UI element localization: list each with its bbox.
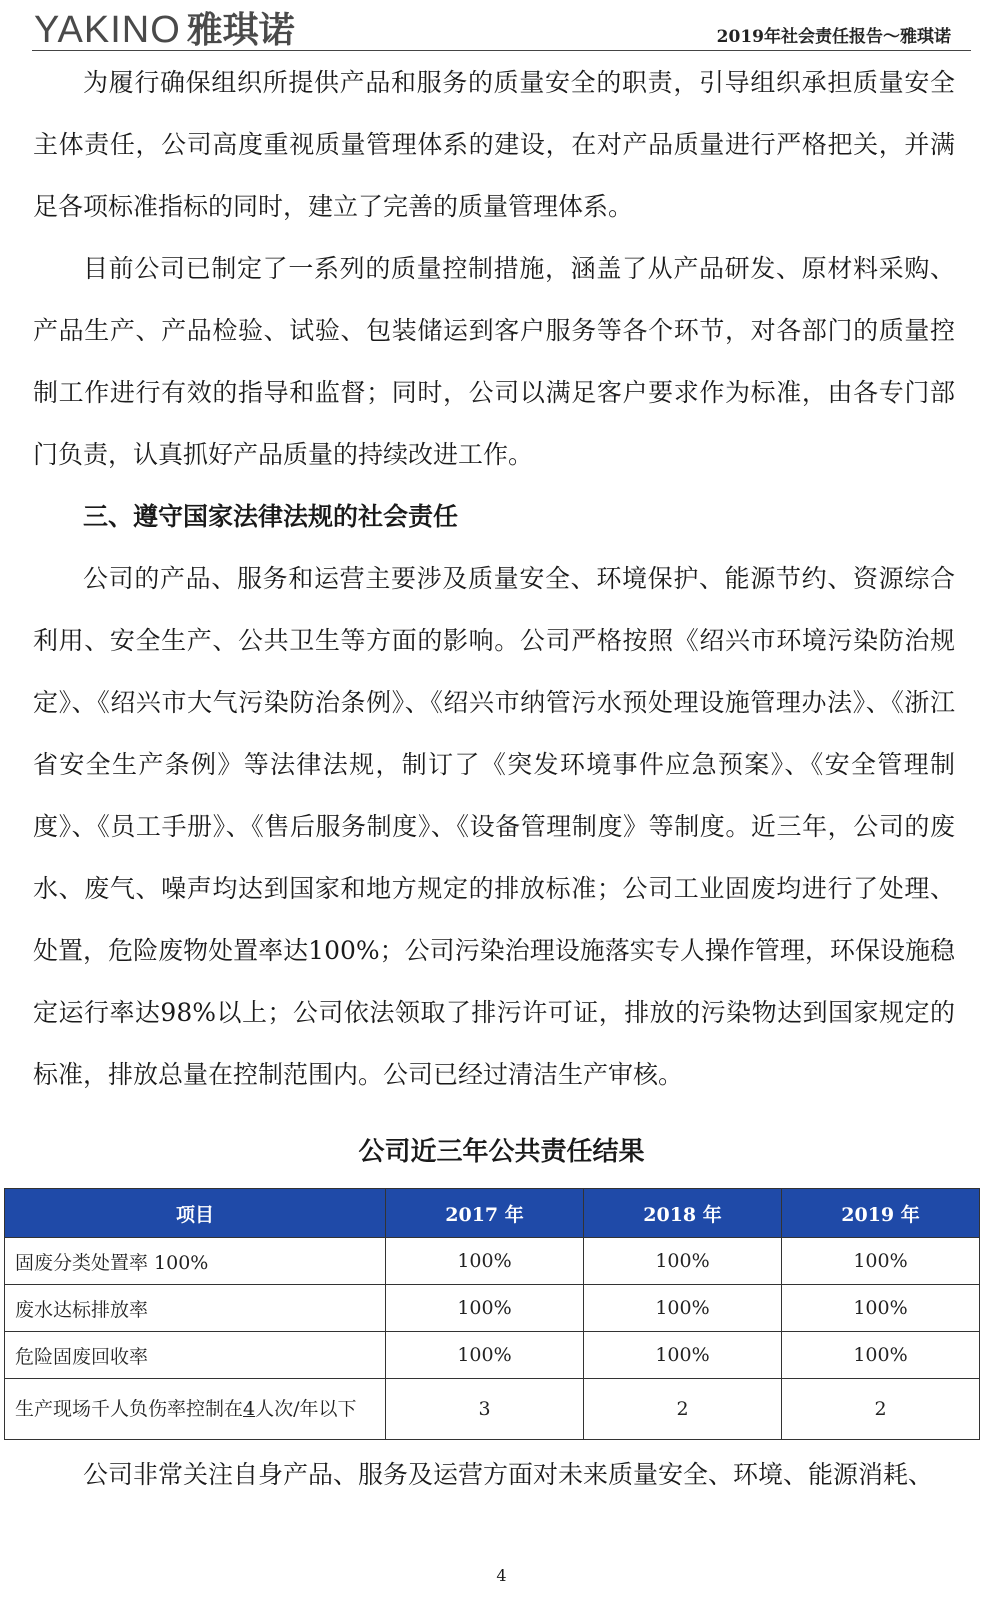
public-responsibility-table xyxy=(4,1188,980,1440)
table-row xyxy=(5,1332,980,1379)
paragraph-legal-compliance: 公司的产品、服务和运营主要涉及质量安全、环境保护、能源节约、资源综合利用、安全生产、公共卫生等方面的影响。公司严格按照《绍兴市环境污染防治规定》、《绍兴市大气污染防治条例》、《绍兴市纳管污水预处理设施管理办法》、《浙江省安全生产条例》等法律法规，制订了《突发环境事件应急预案》、《安全管理制度》、《员工手册》、《售后服务制度》、《设备管理制度》等制度。近三年，公司的废水、废气、噪声均达到国家和地方规定的排放标准；公司工业固废均进行了处理、处置，危险废物处置率达100%；公司污染治理设施落实专人操作管理，环保设施稳定运行率达98%以上；公司依法领取了排污许可证，排放的污染物达到国家规定的标准，排放总量在控制范围内。公司已经过清洁生产审核。 xyxy=(33,564,955,1089)
row-item xyxy=(5,1379,386,1440)
paragraph-quality-responsibility: 为履行确保组织所提供产品和服务的质量安全的职责，引导组织承担质量安全主体责任，公司高度重视质量管理体系的建设，在对产品质量进行严格把关，并满足各项标准指标的同时，建立了完善的质量管理体系。 xyxy=(33,68,955,221)
row-value-2019: 100% xyxy=(782,1238,980,1285)
row-value-2018: 100% xyxy=(584,1285,782,1332)
row-value-2019: 2 xyxy=(782,1379,980,1440)
table-row xyxy=(5,1285,980,1332)
row-item: 固废分类处置率 100% xyxy=(5,1238,386,1285)
header-item: 项目 xyxy=(5,1189,386,1238)
page-header xyxy=(0,0,1003,52)
paragraph-quality-control: 目前公司已制定了一系列的质量控制措施，涵盖了从产品研发、原材料采购、产品生产、产品检验、试验、包装储运到客户服务等各个环节，对各部门的质量控制工作进行有效的指导和监督；同时，公司以满足客户要求作为标准，由各专门部门负责，认真抓好产品质量的持续改进工作。 xyxy=(33,254,955,469)
row-value-2018: 100% xyxy=(584,1332,782,1379)
header-2019: 2019 年 xyxy=(782,1189,980,1238)
report-header-title: 2019年社会责任报告～雅琪诺 xyxy=(716,27,951,47)
row-item: 废水达标排放率 xyxy=(5,1285,386,1332)
header-2017: 2017 年 xyxy=(386,1189,584,1238)
row-value-2019: 100% xyxy=(782,1332,980,1379)
row-value-2017: 3 xyxy=(386,1379,584,1440)
table-row xyxy=(5,1379,980,1440)
row-item: 危险固废回收率 xyxy=(5,1332,386,1379)
table-header-row xyxy=(5,1189,980,1238)
body-text-block xyxy=(33,52,955,1106)
row-value-2017: 100% xyxy=(386,1238,584,1285)
section-heading: 三、遵守国家法律法规的社会责任 xyxy=(83,502,459,531)
table-row xyxy=(5,1238,980,1285)
table-title: 公司近三年公共责任结果 xyxy=(358,1137,645,1167)
row-value-2017: 100% xyxy=(386,1285,584,1332)
logo-latin-text: YAKINO xyxy=(34,9,181,51)
row-item-text-after: 人次/年以下 xyxy=(255,1398,357,1420)
header-2018: 2018 年 xyxy=(584,1189,782,1238)
row-item-underlined-number: 4 xyxy=(243,1398,256,1420)
header-divider xyxy=(32,50,971,51)
row-value-2018: 2 xyxy=(584,1379,782,1440)
company-logo xyxy=(34,2,295,53)
row-value-2019: 100% xyxy=(782,1285,980,1332)
row-value-2017: 100% xyxy=(386,1332,584,1379)
paragraph-continued: 公司非常关注自身产品、服务及运营方面对未来质量安全、环境、能源消耗、 xyxy=(83,1460,934,1489)
row-item-text-before: 生产现场千人负伤率控制在 xyxy=(15,1398,244,1420)
logo-cjk-text: 雅琪诺 xyxy=(186,10,295,51)
page-number: 4 xyxy=(496,1566,507,1585)
row-value-2018: 100% xyxy=(584,1238,782,1285)
